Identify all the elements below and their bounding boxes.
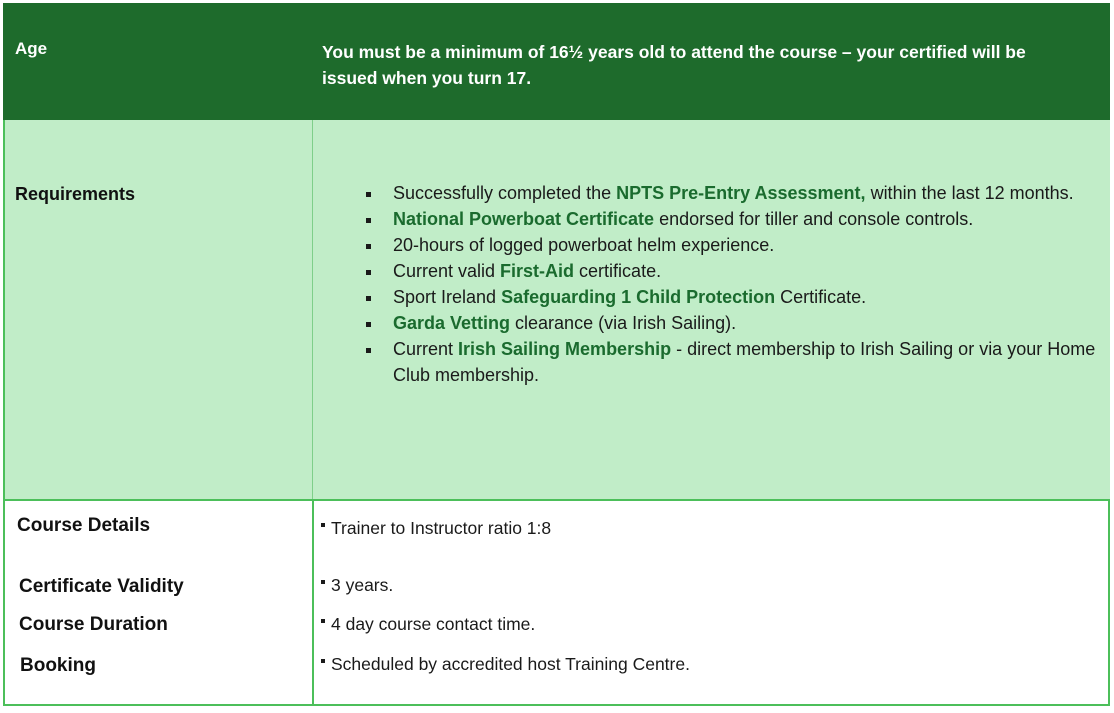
course-info-table xyxy=(3,3,1110,706)
bullet-icon xyxy=(321,619,325,623)
requirement-item: 20-hours of logged powerboat helm experience. xyxy=(362,232,1102,258)
requirements-label: Requirements xyxy=(15,184,136,204)
course-details-value: Trainer to Instructor ratio 1:8 xyxy=(321,518,551,539)
requirements-column-divider xyxy=(312,120,313,499)
age-text: You must be a minimum of 16½ years old to attend the course – your certified will be issued when you turn 17. xyxy=(322,42,1026,88)
requirement-item: National Powerboat Certificate endorsed for tiller and console controls. xyxy=(362,206,1102,232)
requirement-item: Sport Ireland Safeguarding 1 Child Protection Certificate. xyxy=(362,284,1102,310)
course-duration-label: Course Duration xyxy=(19,614,168,635)
details-column-divider xyxy=(312,499,314,706)
bullet-icon xyxy=(321,659,325,663)
certificate-validity-label: Certificate Validity xyxy=(19,576,184,597)
age-row xyxy=(3,3,1110,120)
booking-value: Scheduled by accredited host Training Centre. xyxy=(321,654,690,675)
requirement-item: Current valid First-Aid certificate. xyxy=(362,258,1102,284)
requirement-item: Successfully completed the NPTS Pre-Entry Assessment, within the last 12 months. xyxy=(362,180,1102,206)
bullet-icon xyxy=(321,523,325,527)
bullet-icon xyxy=(321,580,325,584)
requirement-item: Garda Vetting clearance (via Irish Sailing). xyxy=(362,310,1102,336)
age-label: Age xyxy=(15,39,48,58)
course-duration-value: 4 day course contact time. xyxy=(321,614,535,635)
certificate-validity-value: 3 years. xyxy=(321,575,393,596)
requirements-list xyxy=(362,180,1102,388)
booking-label: Booking xyxy=(20,655,96,676)
course-details-label: Course Details xyxy=(17,515,151,536)
requirement-item: Current Irish Sailing Membership - direct membership to Irish Sailing or via your Home Club membership. xyxy=(362,336,1102,388)
